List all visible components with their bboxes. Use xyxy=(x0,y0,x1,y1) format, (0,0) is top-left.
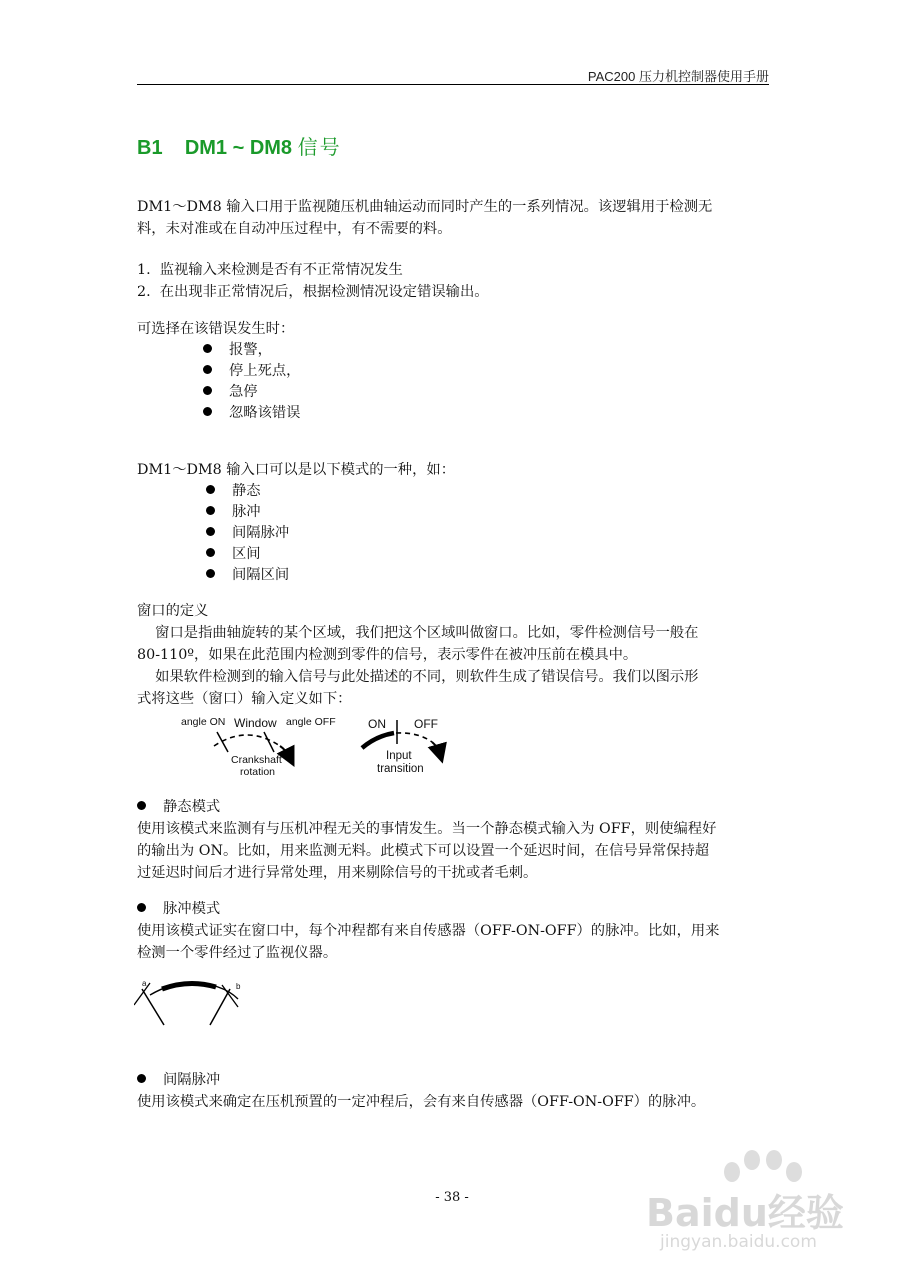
watermark-brand: Baidu经验 xyxy=(646,1191,844,1235)
label-b: b xyxy=(236,982,241,991)
bullet-icon xyxy=(206,527,215,536)
off-segment xyxy=(396,733,432,742)
label-input: Input xyxy=(386,750,412,762)
bullet-icon xyxy=(203,344,212,353)
bullet-icon xyxy=(206,548,215,557)
pulse-tick-b xyxy=(210,989,230,1025)
section-title-latin: DM1 ~ DM8 xyxy=(184,137,293,159)
watermark-url: jingyan.baidu.com xyxy=(660,1232,817,1252)
interval-pulse-line-1: 使用该模式来确定在压机预置的一定冲程后，会有来自传感器（OFF-ON-OFF）的脉冲。 xyxy=(137,1094,706,1110)
watermark xyxy=(640,1148,880,1258)
page-header: PAC200 压力机控制器使用手册 xyxy=(587,69,769,84)
bullet-icon xyxy=(206,485,215,494)
window-def-p1-line2: 80-110º，如果在此范围内检测到零件的信号，表示零件在被冲压前在模具中。 xyxy=(137,647,638,663)
static-mode-line-3: 过延迟时间后才进行异常处理，用来剔除信号的干扰或者毛刺。 xyxy=(137,865,538,881)
section-number: B1 xyxy=(137,137,163,159)
numbered-item-1: 1. 监视输入来检测是否有不正常情况发生 xyxy=(137,262,403,278)
label-angle-off: angle OFF xyxy=(286,716,336,728)
numbered-item-2: 2. 在出现非正常情况后，根据检测情况设定错误输出。 xyxy=(137,284,489,300)
pulse-arc-filled xyxy=(162,983,216,989)
angle-off-tick xyxy=(264,732,274,752)
bullet-icon xyxy=(137,801,146,810)
angle-on-tick xyxy=(217,732,228,752)
bullet-icon xyxy=(206,569,215,578)
pulse-tick-a xyxy=(142,989,164,1025)
window-def-heading: 窗口的定义 xyxy=(137,603,209,619)
transition-arrow-icon xyxy=(432,742,440,754)
label-transition: transition xyxy=(377,763,424,775)
modes-lead: DM1～DM8 输入口可以是以下模式的一种，如： xyxy=(137,462,455,478)
label-crankshaft: Crankshaft xyxy=(231,754,282,766)
static-mode-line-1: 使用该模式来监测有与压机冲程无关的事情发生。当一个静态模式输入为 OFF，则使编程好 xyxy=(137,821,717,837)
error-options-lead: 可选择在该错误发生时： xyxy=(137,321,295,337)
bullet-icon xyxy=(137,903,146,912)
window-def-p2-line1: 如果软件检测到的输入信号与此处描述的不同，则软件生成了错误信号。我们以图示形 xyxy=(137,669,699,685)
label-rotation: rotation xyxy=(240,766,276,778)
label-window: Window xyxy=(234,716,277,730)
label-off: OFF xyxy=(414,717,438,731)
bullet-icon xyxy=(203,365,212,374)
label-on: ON xyxy=(368,717,386,731)
on-segment xyxy=(362,733,394,748)
static-mode-line-2: 的输出为 ON。比如，用来监测无料。此模式下可以设置一个延迟时间，在信号异常保持超 xyxy=(137,843,710,859)
bullet-icon xyxy=(203,407,212,416)
label-angle-on: angle ON xyxy=(181,716,226,728)
section-title xyxy=(137,131,342,160)
pulse-mode-line-1: 使用该模式证实在窗口中，每个冲程都有来自传感器（OFF-ON-OFF）的脉冲。比如，用来 xyxy=(137,923,720,939)
bullet-icon xyxy=(206,506,215,515)
page-number: - 38 - xyxy=(435,1190,469,1205)
section-title-cn: 信号 xyxy=(297,135,342,159)
bullet-icon xyxy=(203,386,212,395)
label-a: a xyxy=(142,979,147,988)
intro-line-1: DM1～DM8 输入口用于监视随压机曲轴运动而同时产生的一系列情况。该逻辑用于检测无 xyxy=(137,199,713,215)
header-rule xyxy=(137,84,769,85)
intro-line-2: 料，未对准或在自动冲压过程中，有不需要的料。 xyxy=(137,221,452,237)
bullet-icon xyxy=(137,1074,146,1083)
window-def-p1-line1: 窗口是指曲轴旋转的某个区域，我们把这个区域叫做窗口。比如，零件检测信号一般在 xyxy=(137,625,699,641)
pulse-mode-line-2: 检测一个零件经过了监视仪器。 xyxy=(137,945,338,961)
window-def-p2-line2: 式将这些（窗口）输入定义如下： xyxy=(137,691,352,707)
